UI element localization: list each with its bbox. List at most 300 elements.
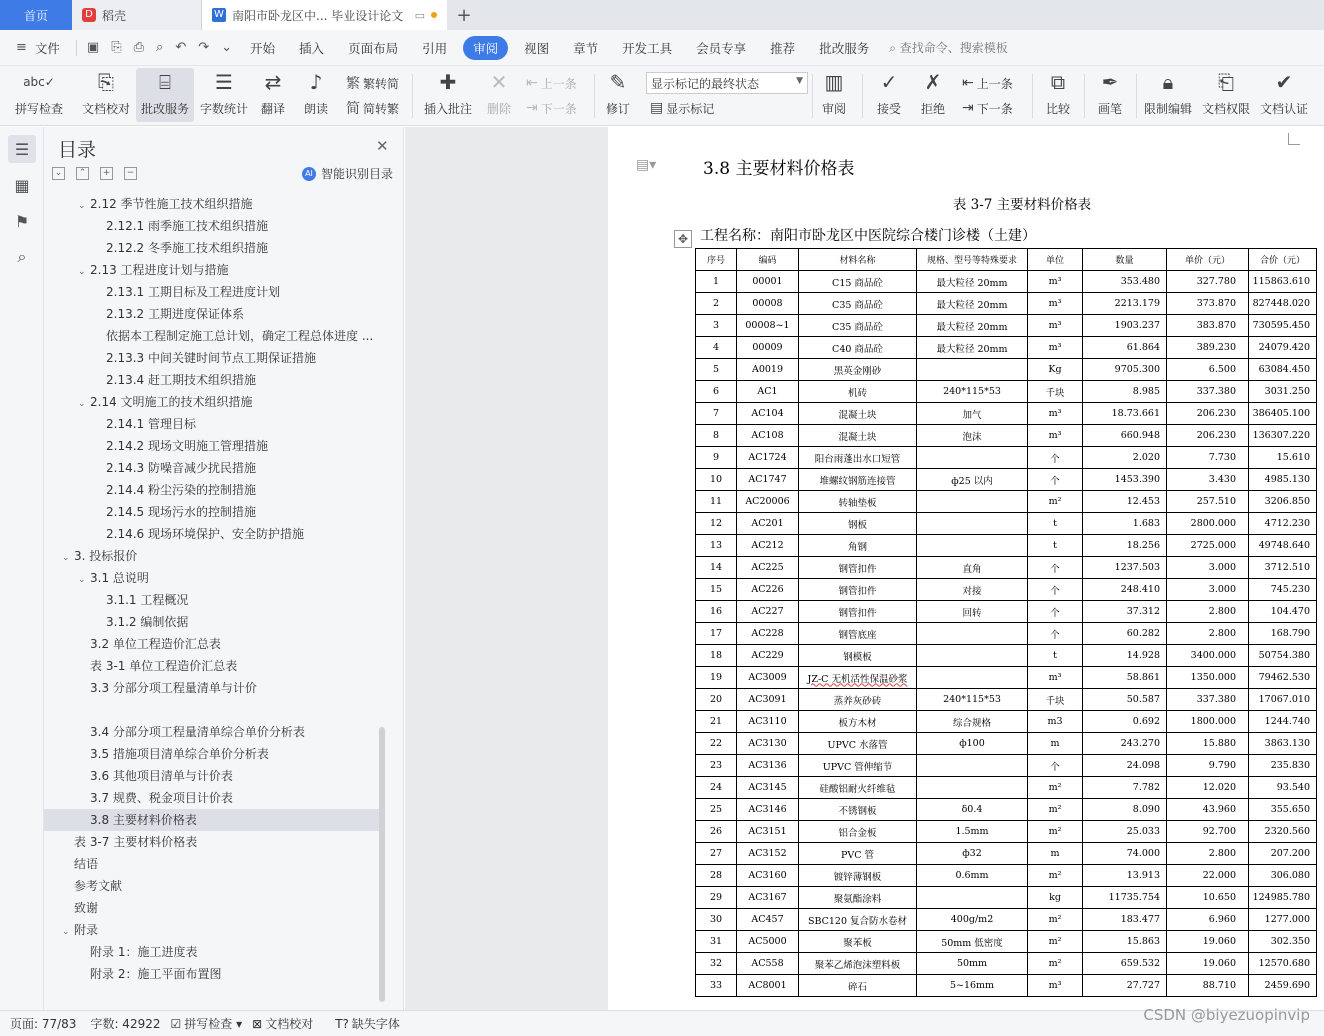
table-cell[interactable] (737, 579, 799, 601)
toc-item[interactable] (44, 655, 379, 677)
table-cell[interactable] (917, 733, 1028, 755)
table-cell[interactable] (799, 469, 917, 491)
proofread-button[interactable] (78, 68, 134, 122)
table-cell[interactable] (1167, 491, 1249, 513)
table-cell[interactable] (1249, 931, 1317, 953)
table-cell[interactable] (737, 623, 799, 645)
table-cell[interactable] (737, 975, 799, 997)
table-cell[interactable] (917, 667, 1028, 689)
table-cell[interactable] (917, 975, 1028, 997)
table-cell[interactable] (696, 821, 737, 843)
chevron-down-icon[interactable]: ⌄ (62, 927, 70, 937)
table-cell[interactable] (1249, 601, 1317, 623)
toc-item[interactable] (44, 831, 379, 853)
document-page[interactable] (608, 127, 1324, 1010)
table-cell[interactable] (799, 645, 917, 667)
toc-item[interactable] (44, 699, 379, 721)
table-cell[interactable] (1083, 821, 1167, 843)
table-cell[interactable] (1167, 799, 1249, 821)
table-cell[interactable] (737, 447, 799, 469)
toc-item[interactable] (44, 303, 379, 325)
word-count-button[interactable] (198, 68, 250, 122)
table-cell[interactable] (1249, 579, 1317, 601)
table-cell[interactable] (917, 711, 1028, 733)
table-cell[interactable] (799, 909, 917, 931)
table-cell[interactable] (1028, 975, 1083, 997)
table-cell[interactable] (1028, 535, 1083, 557)
close-icon[interactable]: ✕ (376, 137, 389, 155)
table-move-icon[interactable]: ✥ (674, 230, 692, 248)
table-cell[interactable] (1167, 557, 1249, 579)
toc-item[interactable] (44, 589, 379, 611)
table-cell[interactable] (737, 733, 799, 755)
table-cell[interactable] (737, 843, 799, 865)
table-cell[interactable] (1249, 359, 1317, 381)
table-cell[interactable] (1083, 909, 1167, 931)
table-cell[interactable] (1167, 667, 1249, 689)
table-cell[interactable] (737, 953, 799, 975)
table-cell[interactable] (1083, 645, 1167, 667)
table-cell[interactable] (1249, 271, 1317, 293)
table-cell[interactable] (1249, 887, 1317, 909)
table-cell[interactable] (696, 513, 737, 535)
simp-to-trad-button[interactable] (346, 97, 399, 119)
table-cell[interactable] (917, 469, 1028, 491)
table-cell[interactable] (1167, 271, 1249, 293)
tab-home[interactable]: 首页 (0, 0, 72, 30)
expand-all-icon[interactable]: ⌄ (52, 167, 65, 180)
table-cell[interactable] (696, 293, 737, 315)
table-cell[interactable] (1028, 755, 1083, 777)
table-cell[interactable] (1167, 821, 1249, 843)
table-cell[interactable] (917, 381, 1028, 403)
table-cell[interactable] (1028, 579, 1083, 601)
menu-view[interactable]: 视图 (524, 40, 550, 56)
table-cell[interactable] (1028, 337, 1083, 359)
table-cell[interactable] (737, 931, 799, 953)
table-cell[interactable] (1167, 755, 1249, 777)
toc-item[interactable] (44, 413, 379, 435)
table-cell[interactable] (1028, 425, 1083, 447)
table-cell[interactable] (1167, 447, 1249, 469)
table-cell[interactable] (799, 975, 917, 997)
preview-icon[interactable]: ⌕ (156, 40, 164, 55)
track-changes-button[interactable] (600, 68, 636, 122)
table-cell[interactable] (737, 557, 799, 579)
table-cell[interactable] (917, 491, 1028, 513)
toc-item[interactable] (44, 501, 379, 523)
menu-member[interactable]: 会员专享 (696, 40, 747, 56)
table-cell[interactable] (917, 425, 1028, 447)
table-cell[interactable] (799, 403, 917, 425)
table-cell[interactable] (1249, 953, 1317, 975)
toc-item[interactable] (44, 259, 379, 281)
table-cell[interactable] (799, 689, 917, 711)
table-cell[interactable] (1028, 689, 1083, 711)
table-cell[interactable] (1167, 645, 1249, 667)
toc-item[interactable] (44, 809, 379, 831)
table-cell[interactable] (917, 931, 1028, 953)
table-cell[interactable] (737, 535, 799, 557)
table-cell[interactable] (917, 579, 1028, 601)
toc-item[interactable] (44, 545, 379, 567)
menu-chapter[interactable]: 章节 (573, 40, 599, 56)
table-cell[interactable] (1028, 601, 1083, 623)
export-icon[interactable]: ⎘ (111, 40, 122, 55)
redo-icon[interactable]: ↷ (198, 40, 210, 55)
table-cell[interactable] (696, 623, 737, 645)
toc-item[interactable] (44, 897, 379, 919)
toc-item[interactable] (44, 787, 379, 809)
table-cell[interactable] (737, 491, 799, 513)
toc-item[interactable] (44, 765, 379, 787)
table-cell[interactable] (1167, 293, 1249, 315)
table-cell[interactable] (737, 425, 799, 447)
table-cell[interactable] (1083, 337, 1167, 359)
collapse-all-icon[interactable]: ⌃ (76, 167, 89, 180)
remove-heading-icon[interactable]: − (124, 167, 137, 180)
table-cell[interactable] (1167, 425, 1249, 447)
table-cell[interactable] (1028, 623, 1083, 645)
table-cell[interactable] (1083, 799, 1167, 821)
table-cell[interactable] (917, 271, 1028, 293)
table-cell[interactable] (696, 887, 737, 909)
table-cell[interactable] (696, 953, 737, 975)
table-cell[interactable] (737, 337, 799, 359)
table-cell[interactable] (696, 425, 737, 447)
table-cell[interactable] (737, 403, 799, 425)
table-cell[interactable] (917, 755, 1028, 777)
table-cell[interactable] (696, 711, 737, 733)
trad-to-simp-button[interactable] (346, 72, 399, 94)
table-cell[interactable] (696, 799, 737, 821)
table-cell[interactable] (696, 337, 737, 359)
table-cell[interactable] (696, 733, 737, 755)
table-cell[interactable] (1249, 557, 1317, 579)
toc-item[interactable] (44, 237, 379, 259)
table-cell[interactable] (1167, 733, 1249, 755)
table-cell[interactable] (696, 535, 737, 557)
table-cell[interactable] (917, 293, 1028, 315)
table-cell[interactable] (737, 381, 799, 403)
table-cell[interactable] (1028, 865, 1083, 887)
table-cell[interactable] (1167, 579, 1249, 601)
menu-recommend[interactable]: 推荐 (770, 40, 796, 56)
table-cell[interactable] (696, 469, 737, 491)
toc-item[interactable] (44, 721, 379, 743)
table-cell[interactable] (1249, 315, 1317, 337)
table-cell[interactable] (737, 601, 799, 623)
table-cell[interactable] (1083, 381, 1167, 403)
translate-button[interactable] (255, 68, 291, 122)
command-search[interactable] (889, 39, 1008, 56)
toc-item[interactable] (44, 523, 379, 545)
search-icon[interactable]: ⌕ (17, 247, 27, 266)
table-cell[interactable] (799, 447, 917, 469)
menu-start[interactable]: 开始 (250, 40, 276, 56)
add-heading-icon[interactable]: + (100, 167, 113, 180)
toc-item[interactable] (44, 743, 379, 765)
table-cell[interactable] (917, 909, 1028, 931)
toc-item[interactable] (44, 325, 379, 347)
next-change-button[interactable] (962, 97, 1013, 119)
table-cell[interactable] (1249, 337, 1317, 359)
table-cell[interactable] (1167, 887, 1249, 909)
delete-comment-button[interactable] (480, 68, 518, 122)
table-cell[interactable] (1249, 711, 1317, 733)
chevron-down-icon[interactable]: ⌄ (78, 201, 86, 211)
smart-toc-button[interactable] (302, 165, 393, 182)
table-cell[interactable] (799, 601, 917, 623)
table-cell[interactable] (799, 579, 917, 601)
reject-button[interactable] (914, 68, 952, 122)
table-cell[interactable] (799, 293, 917, 315)
word-count[interactable]: 字数: 42922 (90, 1017, 161, 1031)
table-cell[interactable] (1083, 711, 1167, 733)
table-cell[interactable] (917, 645, 1028, 667)
page-menu-icon[interactable]: ▤▾ (636, 157, 657, 173)
table-cell[interactable] (1028, 293, 1083, 315)
spell-check-button[interactable] (10, 68, 68, 122)
table-cell[interactable] (696, 403, 737, 425)
table-cell[interactable] (1249, 799, 1317, 821)
table-cell[interactable] (1083, 403, 1167, 425)
table-cell[interactable] (799, 557, 917, 579)
table-cell[interactable] (799, 821, 917, 843)
table-cell[interactable] (696, 315, 737, 337)
table-cell[interactable] (696, 359, 737, 381)
table-cell[interactable] (1028, 821, 1083, 843)
table-cell[interactable] (737, 821, 799, 843)
toc-item[interactable] (44, 853, 379, 875)
table-cell[interactable] (1083, 469, 1167, 491)
table-cell[interactable] (1167, 535, 1249, 557)
table-cell[interactable] (1249, 491, 1317, 513)
table-cell[interactable] (917, 557, 1028, 579)
toc-item[interactable] (44, 281, 379, 303)
table-cell[interactable] (1083, 733, 1167, 755)
table-cell[interactable] (799, 865, 917, 887)
table-cell[interactable] (1028, 909, 1083, 931)
table-cell[interactable] (1249, 733, 1317, 755)
table-cell[interactable] (1249, 403, 1317, 425)
read-aloud-button[interactable] (298, 68, 334, 122)
table-cell[interactable] (799, 755, 917, 777)
table-cell[interactable] (1083, 843, 1167, 865)
table-cell[interactable] (1167, 931, 1249, 953)
table-cell[interactable] (1083, 887, 1167, 909)
table-cell[interactable] (1028, 469, 1083, 491)
chevron-down-icon[interactable]: ⌄ (62, 553, 70, 563)
correct-service-button[interactable] (136, 68, 194, 122)
toc-item[interactable] (44, 347, 379, 369)
table-cell[interactable] (1249, 293, 1317, 315)
table-cell[interactable] (696, 755, 737, 777)
toc-item[interactable] (44, 435, 379, 457)
table-cell[interactable] (1249, 447, 1317, 469)
table-cell[interactable] (1167, 843, 1249, 865)
table-cell[interactable] (1028, 799, 1083, 821)
table-cell[interactable] (696, 601, 737, 623)
table-cell[interactable] (1167, 953, 1249, 975)
table-cell[interactable] (1249, 821, 1317, 843)
table-cell[interactable] (1167, 315, 1249, 337)
toc-item[interactable] (44, 611, 379, 633)
table-cell[interactable] (1249, 843, 1317, 865)
table-cell[interactable] (1083, 359, 1167, 381)
table-cell[interactable] (1249, 513, 1317, 535)
table-cell[interactable] (737, 777, 799, 799)
table-cell[interactable] (737, 359, 799, 381)
table-cell[interactable] (799, 381, 917, 403)
prev-change-button[interactable] (962, 72, 1013, 94)
new-tab-button[interactable]: + (456, 4, 472, 26)
table-cell[interactable] (696, 931, 737, 953)
table-cell[interactable] (696, 491, 737, 513)
table-cell[interactable] (1028, 271, 1083, 293)
table-cell[interactable] (917, 623, 1028, 645)
table-cell[interactable] (737, 689, 799, 711)
toc-item[interactable] (44, 567, 379, 589)
table-cell[interactable] (1083, 975, 1167, 997)
more-icon[interactable]: ⌄ (221, 40, 233, 55)
review-pane-button[interactable] (816, 68, 852, 122)
toc-item[interactable] (44, 941, 379, 963)
menu-devtools[interactable]: 开发工具 (622, 40, 673, 56)
insert-comment-button[interactable] (420, 68, 476, 122)
table-cell[interactable] (1028, 843, 1083, 865)
table-cell[interactable] (1083, 271, 1167, 293)
menu-reference[interactable]: 引用 (422, 40, 448, 56)
table-cell[interactable] (1028, 447, 1083, 469)
table-cell[interactable] (1028, 931, 1083, 953)
table-cell[interactable] (1083, 425, 1167, 447)
table-cell[interactable] (917, 447, 1028, 469)
table-cell[interactable] (1167, 909, 1249, 931)
table-cell[interactable] (1083, 777, 1167, 799)
chevron-down-icon[interactable]: ⌄ (78, 575, 86, 585)
menu-layout[interactable]: 页面布局 (348, 40, 399, 56)
table-cell[interactable] (1083, 601, 1167, 623)
menu-file[interactable]: 文件 (34, 40, 60, 56)
table-cell[interactable] (737, 711, 799, 733)
compare-button[interactable] (1040, 68, 1076, 122)
table-cell[interactable] (799, 535, 917, 557)
table-cell[interactable] (917, 777, 1028, 799)
toc-item[interactable] (44, 963, 379, 985)
chevron-down-icon[interactable]: ⌄ (78, 267, 86, 277)
table-cell[interactable] (737, 513, 799, 535)
table-cell[interactable] (737, 469, 799, 491)
table-cell[interactable] (1249, 381, 1317, 403)
table-cell[interactable] (737, 315, 799, 337)
table-cell[interactable] (799, 491, 917, 513)
screen-icon[interactable]: ▭ (414, 8, 425, 22)
table-cell[interactable] (1028, 315, 1083, 337)
tab-daoke[interactable] (72, 0, 202, 30)
table-cell[interactable] (696, 909, 737, 931)
table-cell[interactable] (799, 315, 917, 337)
table-cell[interactable] (1083, 557, 1167, 579)
chapter-icon[interactable]: ▦ (14, 175, 30, 195)
table-cell[interactable] (1249, 777, 1317, 799)
bookmark-icon[interactable]: ⚑ (14, 211, 30, 231)
table-cell[interactable] (799, 843, 917, 865)
table-cell[interactable] (1249, 909, 1317, 931)
table-cell[interactable] (1167, 975, 1249, 997)
status-missing-font[interactable] (335, 1015, 400, 1032)
table-cell[interactable] (1028, 667, 1083, 689)
table-cell[interactable] (1083, 689, 1167, 711)
table-cell[interactable] (1249, 469, 1317, 491)
table-cell[interactable] (917, 953, 1028, 975)
table-cell[interactable] (799, 425, 917, 447)
table-cell[interactable] (1028, 953, 1083, 975)
toc-scrollbar[interactable] (379, 727, 385, 1002)
table-cell[interactable] (917, 601, 1028, 623)
table-cell[interactable] (799, 777, 917, 799)
table-cell[interactable] (1083, 623, 1167, 645)
table-cell[interactable] (1249, 689, 1317, 711)
table-cell[interactable] (799, 931, 917, 953)
table-cell[interactable] (799, 359, 917, 381)
status-proofread[interactable] (252, 1015, 313, 1032)
table-cell[interactable] (1167, 469, 1249, 491)
toc-item[interactable] (44, 919, 379, 941)
table-cell[interactable] (917, 535, 1028, 557)
undo-icon[interactable]: ↶ (175, 40, 187, 55)
table-cell[interactable] (1083, 931, 1167, 953)
accept-button[interactable] (870, 68, 908, 122)
table-cell[interactable] (917, 843, 1028, 865)
table-cell[interactable] (737, 755, 799, 777)
toc-item[interactable] (44, 391, 379, 413)
prev-comment-button[interactable] (526, 72, 577, 94)
table-cell[interactable] (799, 271, 917, 293)
table-cell[interactable] (917, 689, 1028, 711)
table-cell[interactable] (737, 865, 799, 887)
print-icon[interactable]: ⎙ (133, 40, 145, 55)
table-cell[interactable] (1249, 425, 1317, 447)
table-cell[interactable] (1167, 513, 1249, 535)
table-cell[interactable] (1083, 315, 1167, 337)
table-cell[interactable] (799, 733, 917, 755)
table-cell[interactable] (1028, 513, 1083, 535)
table-cell[interactable] (696, 975, 737, 997)
table-cell[interactable] (1028, 491, 1083, 513)
table-cell[interactable] (1083, 579, 1167, 601)
table-cell[interactable] (696, 557, 737, 579)
table-cell[interactable] (1083, 865, 1167, 887)
toc-item[interactable] (44, 633, 379, 655)
table-cell[interactable] (1028, 711, 1083, 733)
table-cell[interactable] (1028, 777, 1083, 799)
toc-item[interactable] (44, 193, 379, 215)
table-cell[interactable] (696, 777, 737, 799)
table-cell[interactable] (1249, 645, 1317, 667)
doc-certify-button[interactable] (1258, 68, 1310, 122)
table-cell[interactable] (1167, 601, 1249, 623)
table-cell[interactable] (737, 887, 799, 909)
table-cell[interactable] (696, 645, 737, 667)
table-cell[interactable] (799, 799, 917, 821)
hamburger-icon[interactable]: ≡ (16, 40, 27, 55)
status-spell-check[interactable] (171, 1015, 243, 1032)
table-cell[interactable] (1249, 975, 1317, 997)
table-cell[interactable] (737, 667, 799, 689)
table-cell[interactable] (737, 271, 799, 293)
table-cell[interactable] (737, 799, 799, 821)
